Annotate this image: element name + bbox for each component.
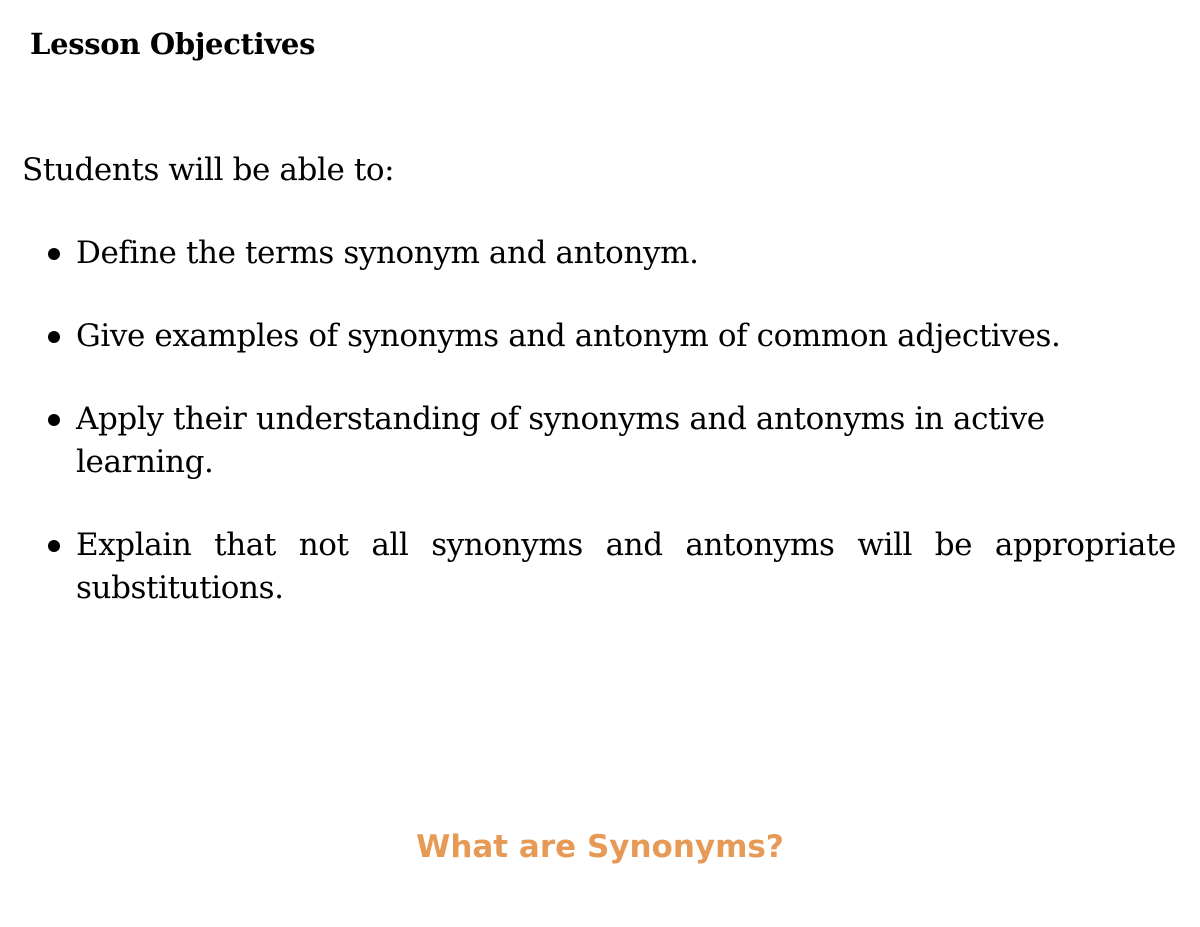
bullet-icon [48,540,60,552]
objective-item [44,398,1176,484]
objective-item [44,315,1176,358]
bullet-icon [48,414,60,426]
bullet-icon [48,331,60,343]
objective-text: Explain that not all synonyms and antonyms will be appropriate substitutions. [76,527,1176,606]
objective-text: Define the terms synonym and antonym. [76,235,699,271]
bullet-icon [48,248,60,260]
objectives-intro: Students will be able to: [22,152,395,188]
objective-item [44,232,1176,275]
synonyms-section-heading[interactable]: What are Synonyms? [416,829,784,865]
objective-text: Give examples of synonyms and antonym of common adjectives. [76,318,1061,354]
objective-item [44,524,1176,610]
page-title: Lesson Objectives [30,27,316,61]
objective-text: Apply their understanding of synonyms and antonyms in active learning. [76,401,1045,480]
objectives-list [44,232,1176,650]
